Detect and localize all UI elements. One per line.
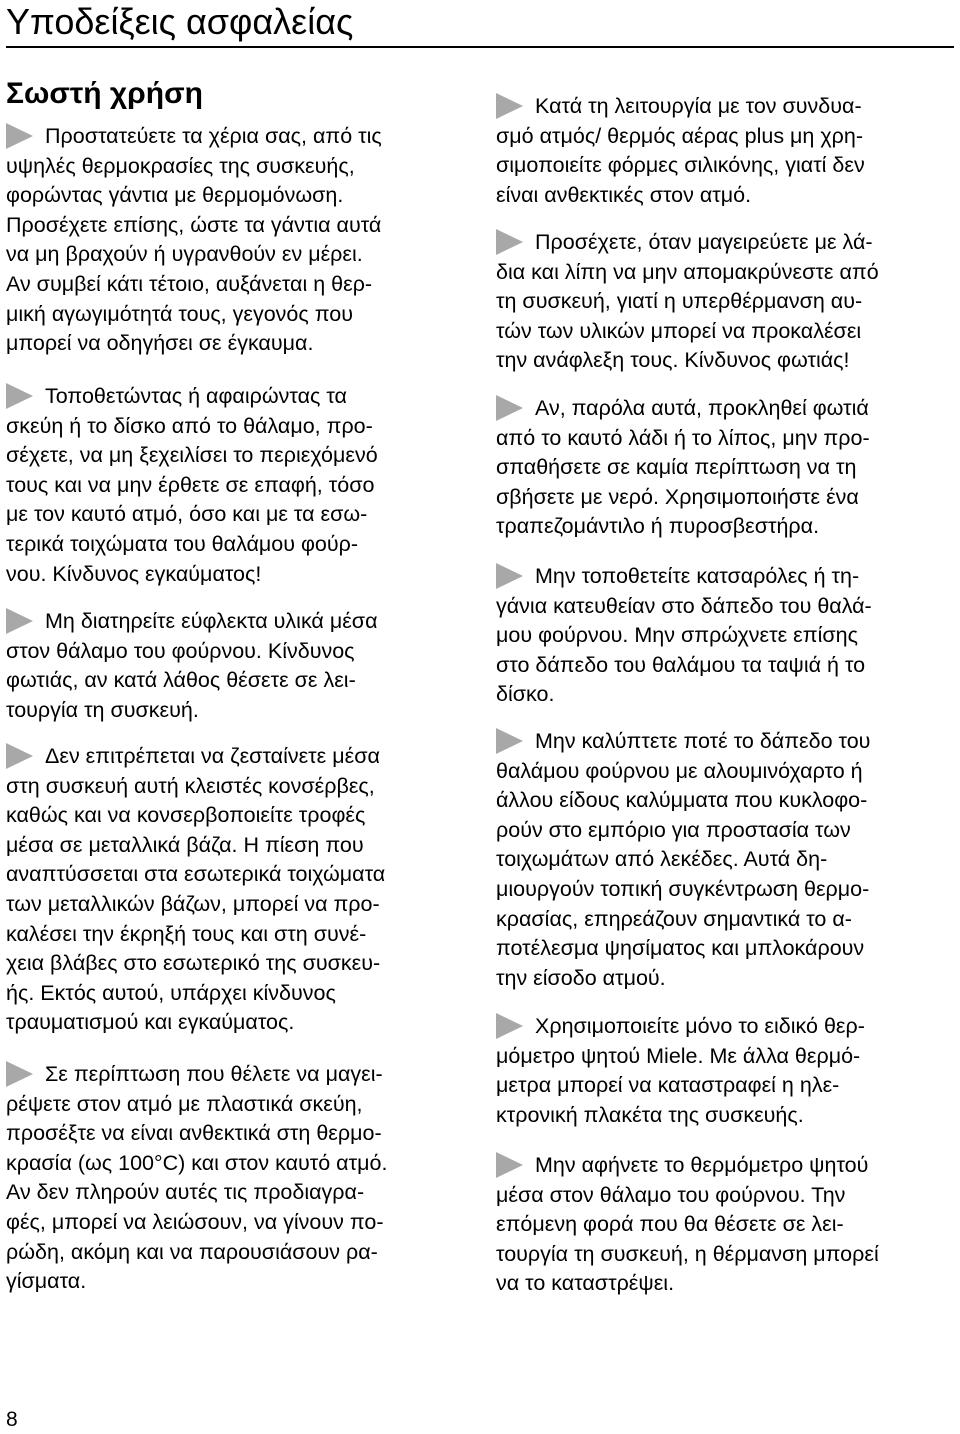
item-line: δια και λίπη να μην απομακρύνεστε από (496, 259, 879, 284)
item-line: κτρονική πλακέτα της συσκευής. (496, 1102, 804, 1127)
item-line: Αν δεν πληρούν αυτές τις προδιαγρα- (6, 1180, 365, 1205)
safety-item-flammables (6, 607, 378, 725)
item-line: δίσκο. (496, 682, 555, 707)
item-line: από το καυτό λάδι ή το λίπος, μην προ- (496, 425, 870, 450)
item-line: την ανάφλεξη τους. Κίνδυνος φωτιάς! (496, 348, 850, 373)
safety-item-canning (6, 742, 385, 1038)
item-line: Προσέχετε, όταν μαγειρεύετε με λά- (496, 228, 879, 258)
item-line: ρώδη, ακόμη και να παρουσιάσουν ρα- (6, 1239, 378, 1264)
item-line: μέσα σε μεταλλικά βάζα. Η πίεση που (6, 832, 364, 857)
right-triangle-arrow-icon (496, 93, 523, 119)
right-triangle-arrow-icon (496, 1152, 523, 1178)
item-line: κρασίας, επηρεάζουν σημαντικά το α- (496, 906, 852, 931)
title-divider (6, 46, 954, 48)
item-line: καθώς και να κονσερβοποιείτε τροφές (6, 803, 366, 828)
right-triangle-arrow-icon (6, 383, 33, 409)
safety-item-plastic-dishes (6, 1060, 387, 1297)
item-line: αναπτύσσεται στα εσωτερικά τοιχώματα (6, 862, 386, 887)
item-line: μετρα μπορεί να καταστραφεί η ηλε- (496, 1073, 840, 1098)
page-title: Υποδείξεις ασφαλείας (6, 1, 354, 42)
item-line: θαλάμου φούρνου με αλουμινόχαρτο ή (496, 758, 863, 783)
section-heading: Σωστή χρήση (6, 77, 203, 110)
item-line: ρέψετε στον ατμό με πλαστικά σκεύη, (6, 1091, 363, 1116)
item-line: τερικά τοιχώματα του θαλάμου φούρ- (6, 531, 359, 556)
item-line: Προστατεύετε τα χέρια σας, από τις (6, 122, 382, 152)
item-line: σβήσετε με νερό. Χρησιμοποιήστε ένα (496, 484, 859, 509)
item-line: άλλου είδους καλύμματα που κυκλοφο- (496, 788, 868, 813)
item-line: τη συσκευή, γιατί η υπερθέρμανση αυ- (496, 289, 863, 314)
item-line: μου φούρνου. Μην σπρώχνετε επίσης (496, 623, 858, 648)
safety-item-silicone (496, 92, 865, 210)
item-line: μιουργούν τοπική συγκέντρωση θερμο- (496, 876, 870, 901)
item-line: τουργία τη συσκευή, η θέρμανση μπορεί (496, 1241, 879, 1266)
item-line: Μη διατηρείτε εύφλεκτα υλικά μέσα (6, 607, 378, 637)
item-line: σμό ατμός/ θερμός αέρας plus μη χρη- (496, 123, 863, 148)
item-line: ής. Εκτός αυτού, υπάρχει κίνδυνος (6, 980, 336, 1005)
item-line: ποτέλεσμα ψησίματος και μπλοκάρουν (496, 936, 865, 961)
safety-item-foil (496, 727, 870, 993)
item-line: φωτιάς, αν κατά λάθος θέσετε σε λει- (6, 668, 356, 693)
item-line: Κατά τη λειτουργία με τον συνδυα- (496, 92, 865, 122)
item-line: ρούν στο εμπόριο για προστασία των (496, 817, 851, 842)
item-line: υψηλές θερμοκρασίες της συσκευής, (6, 153, 355, 178)
item-line: τών των υλικών μπορεί να προκαλέσει (496, 318, 862, 343)
item-line: Μην αφήνετε το θερμόμετρο ψητού (496, 1151, 879, 1181)
right-triangle-arrow-icon (496, 229, 523, 255)
item-line: κρασία (ως 100°C) και στον καυτό ατμό. (6, 1150, 388, 1175)
right-triangle-arrow-icon (6, 123, 33, 149)
right-triangle-arrow-icon (6, 743, 33, 769)
page-number: 8 (6, 1408, 18, 1431)
item-line: τους και να μην έρθετε σε επαφή, τόσο (6, 472, 375, 497)
item-line: Σε περίπτωση που θέλετε να μαγει- (6, 1060, 387, 1090)
item-line: σκεύη ή το δίσκο από το θάλαμο, προ- (6, 413, 373, 438)
item-line: στο δάπεδο του θαλάμου τα ταψιά ή το (496, 652, 866, 677)
item-line: καλέσει την έκρηξή τους και στη συνέ- (6, 921, 367, 946)
right-triangle-arrow-icon (496, 563, 523, 589)
item-line: σπαθήσετε σε καμία περίπτωση να τη (496, 455, 857, 480)
item-line: σέχετε, να μη ξεχειλίσει το περιεχόμενό (6, 443, 378, 468)
safety-item-dishes (6, 382, 378, 589)
item-line: στον θάλαμο του φούρνου. Κίνδυνος (6, 638, 355, 663)
item-line: Προσέχετε επίσης, ώστε τα γάντια αυτά (6, 212, 382, 237)
item-line: Μην καλύπτετε ποτέ το δάπεδο του (496, 727, 870, 757)
item-line: γίσματα. (6, 1269, 87, 1294)
item-line: Δεν επιτρέπεται να ζεσταίνετε μέσα (6, 742, 385, 772)
item-line: στη συσκευή αυτή κλειστές κονσέρβες, (6, 773, 375, 798)
item-line: Μην τοποθετείτε κατσαρόλες ή τη- (496, 562, 872, 592)
right-triangle-arrow-icon (496, 395, 523, 421)
safety-item-fire (496, 394, 870, 542)
item-line: τραυματισμού και εγκαύματος. (6, 1010, 295, 1035)
item-line: τραπεζομάντιλο ή πυροσβεστήρα. (496, 514, 820, 539)
item-line: με τον καυτό ατμό, όσο και με τα εσω- (6, 502, 368, 527)
item-line: μπορεί να οδηγήσει σε έγκαυμα. (6, 331, 314, 356)
item-line: Αν, παρόλα αυτά, προκληθεί φωτιά (496, 394, 870, 424)
item-line: Χρησιμοποιείτε μόνο το ειδικό θερ- (496, 1012, 865, 1042)
safety-item-gloves (6, 122, 382, 359)
item-line: σιμοποιείτε φόρμες σιλικόνης, γιατί δεν (496, 153, 865, 178)
safety-item-oils (496, 228, 879, 376)
item-line: νου. Κίνδυνος εγκαύματος! (6, 561, 262, 586)
item-line: τουργία τη συσκευή. (6, 697, 199, 722)
item-line: να το καταστρέψει. (496, 1271, 675, 1296)
item-line: φές, μπορεί να λειώσουν, να γίνουν πο- (6, 1209, 384, 1234)
item-line: μέσα στον θάλαμο του φούρνου. Την (496, 1182, 846, 1207)
item-line: επόμενη φορά που θα θέσετε σε λει- (496, 1212, 844, 1237)
right-triangle-arrow-icon (496, 728, 523, 754)
item-line: των μεταλλικών βάζων, μπορεί να προ- (6, 891, 380, 916)
item-line: είναι ανθεκτικές στον ατμό. (496, 182, 752, 207)
item-line: Τοποθετώντας ή αφαιρώντας τα (6, 382, 378, 412)
right-triangle-arrow-icon (6, 1061, 33, 1087)
item-line: τοιχωμάτων από λεκέδες. Αυτά δη- (496, 847, 828, 872)
right-triangle-arrow-icon (6, 608, 33, 634)
item-line: χεια βλάβες στο εσωτερικό της συσκευ- (6, 951, 381, 976)
item-line: Αν συμβεί κάτι τέτοιο, αυξάνεται η θερ- (6, 271, 373, 296)
item-line: προσέξτε να είναι ανθεκτικά στη θερμο- (6, 1121, 382, 1146)
item-line: φορώντας γάντια με θερμομόνωση. (6, 183, 344, 208)
safety-item-thermometer (496, 1012, 865, 1130)
safety-item-thermometer-leave (496, 1151, 879, 1299)
right-triangle-arrow-icon (496, 1013, 523, 1039)
item-line: γάνια κατευθείαν στο δάπεδο του θαλά- (496, 593, 872, 618)
safety-item-pots (496, 562, 872, 710)
item-line: την είσοδο ατμού. (496, 965, 666, 990)
item-line: μόμετρο ψητού Miele. Με άλλα θερμό- (496, 1043, 861, 1068)
item-line: να μη βραχούν ή υγρανθούν εν μέρει. (6, 242, 363, 267)
item-line: μική αγωγιμότητά τους, γεγονός που (6, 301, 353, 326)
